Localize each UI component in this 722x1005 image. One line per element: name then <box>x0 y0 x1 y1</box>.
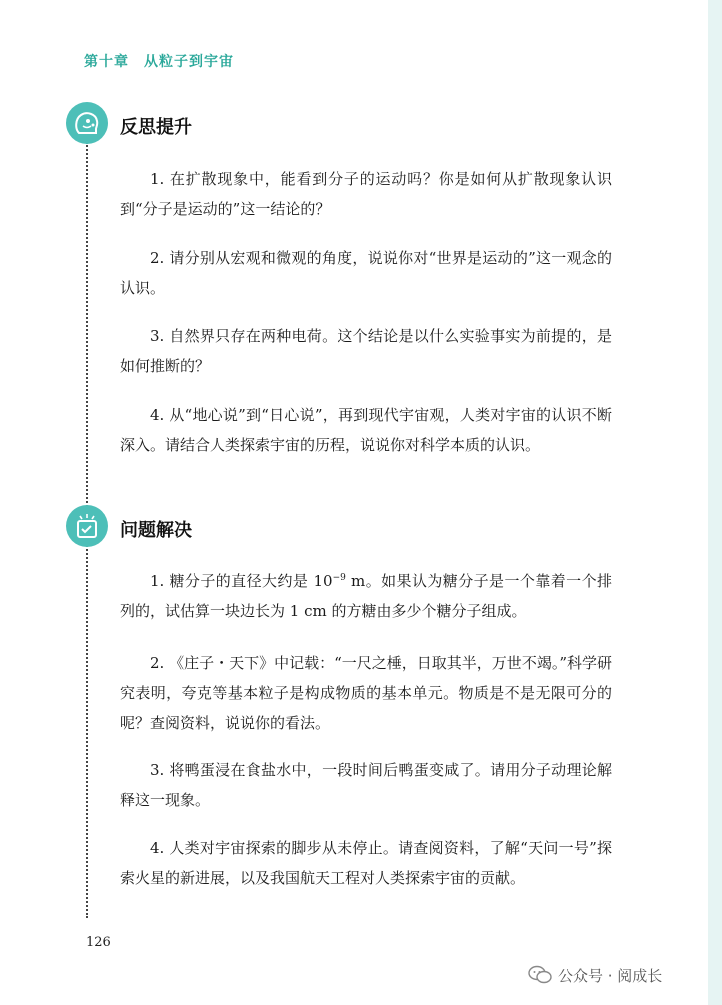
question-item: 1. 在扩散现象中，能看到分子的运动吗？你是如何从扩散现象认识到“分子是运动的”这一结论的？ <box>120 170 612 218</box>
section-title-reflection: 反思提升 <box>120 117 192 138</box>
question-item: 4. 从“地心说”到“日心说”，再到现代宇宙观，人类对宇宙的认识不断深入。请结合人类探索宇宙的历程，说说你对科学本质的认识。 <box>120 406 612 454</box>
checklist-icon <box>66 505 108 547</box>
page-edge-strip <box>708 0 722 1005</box>
watermark-text: 公众号 · 阅成长 <box>558 966 663 985</box>
question-item: 3. 自然界只存在两种电荷。这个结论是以什么实验事实为前提的，是如何推断的？ <box>120 327 612 375</box>
section-title-problem-solving: 问题解决 <box>120 520 192 541</box>
question-item: 2. 请分别从宏观和微观的角度，说说你对“世界是运动的”这一观念的认识。 <box>120 249 612 297</box>
question-item: 3. 将鸭蛋浸在食盐水中，一段时间后鸭蛋变咸了。请用分子动理论解释这一现象。 <box>120 761 612 809</box>
chapter-header: 第十章 从粒子到宇宙 <box>84 54 234 70</box>
watermark <box>528 962 662 988</box>
page-number: 126 <box>86 935 111 950</box>
question-item: 1. 糖分子的直径大约是 $10^{-9}$ m。如果认为糖分子是一个靠着一个排列的，试估算一块边长为 1 cm 的方糖由多少个糖分子组成。 <box>120 572 613 620</box>
question-item: 4. 人类对宇宙探索的脚步从未停止。请查阅资料，了解“天问一号”探索火星的新进展，以及我国航天工程对人类探索宇宙的贡献。 <box>120 839 612 887</box>
thinking-head-icon <box>66 102 108 144</box>
wechat-icon <box>528 965 552 985</box>
question-item: 2. 《庄子・天下》中记载：“一尺之棰，日取其半，万世不竭。”科学研究表明，夸克等基本粒子是构成物质的基本单元。物质是不是无限可分的呢？查阅资料，说说你的看法。 <box>120 654 612 732</box>
